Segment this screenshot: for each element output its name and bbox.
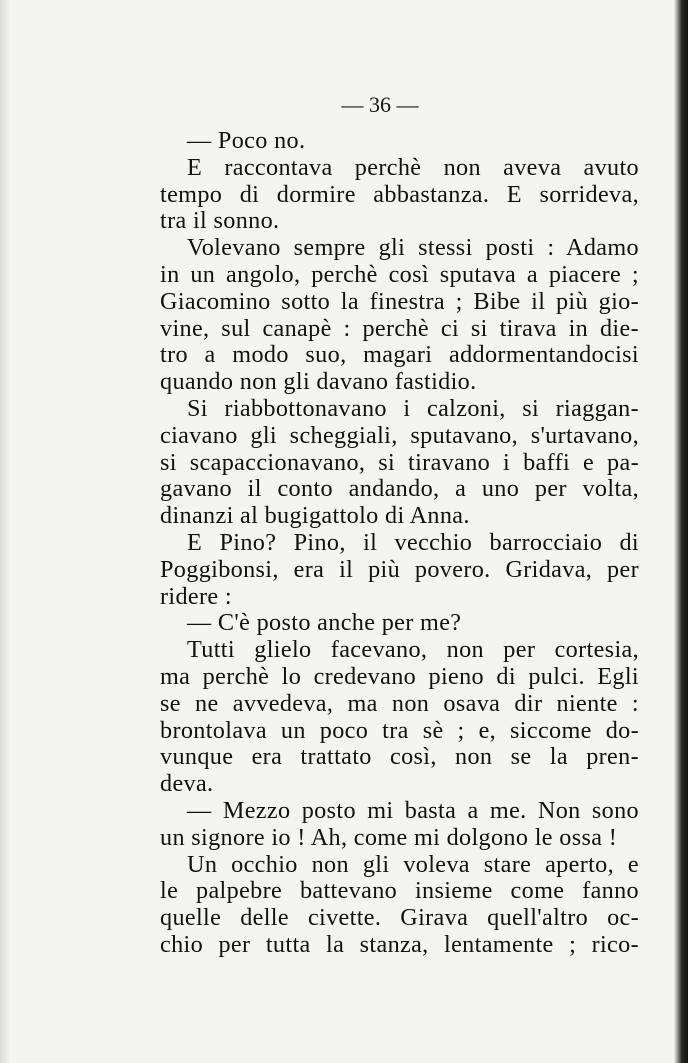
text-line: Tutti glielo facevano, non per cortesia, (187, 636, 639, 664)
text-line: quando non gli davano fastidio. (160, 368, 477, 396)
text-line: ciavano gli scheggiali, sputavano, s'urtavano, (160, 421, 639, 449)
text-line: in un angolo, perchè così sputava a piacere ; (160, 260, 639, 288)
text-line: Un occhio non gli voleva stare aperto, e (187, 850, 639, 878)
text-line: dinanzi al bugigattolo di Anna. (160, 502, 470, 530)
text-line: — Mezzo posto mi basta a me. Non sono (187, 796, 639, 824)
text-line: vunque era trattato così, non se la pren- (160, 743, 639, 771)
text-line: — C'è posto anche per me? (187, 609, 462, 637)
text-line: tempo di dormire abbastanza. E sorrideva, (160, 180, 639, 208)
page-right-binding-shadow (674, 0, 688, 1063)
page-left-shadow (0, 0, 10, 1063)
text-line: un signore io ! Ah, come mi dolgono le ossa ! (160, 823, 618, 851)
text-line: Si riabbottonavano i calzoni, si riaggan- (187, 394, 639, 422)
text-line: le palpebre battevano insieme come fanno (160, 877, 639, 905)
text-line: brontolava un poco tra sè ; e, siccome do- (160, 716, 639, 744)
page-number: — 36 — (341, 92, 419, 117)
text-line: Volevano sempre gli stessi posti : Adamo (187, 234, 639, 262)
text-line: tra il sonno. (160, 207, 280, 235)
text-line: vine, sul canapè : perchè ci si tirava in die- (160, 314, 639, 342)
text-line: Poggibonsi, era il più povero. Gridava, per (160, 555, 639, 583)
text-line: quelle delle civette. Girava quell'altro oc- (160, 904, 639, 932)
text-line: E raccontava perchè non aveva avuto (187, 153, 639, 181)
body-text (160, 128, 639, 959)
text-line: tro a modo suo, magari addormentandocisi (160, 341, 639, 369)
text-line: gavano il conto andando, a uno per volta, (160, 475, 639, 503)
text-line: — Poco no. (187, 127, 306, 154)
text-line: chio per tutta la stanza, lentamente ; rico- (160, 930, 639, 958)
text-line: E Pino? Pino, il vecchio barrocciaio di (187, 528, 639, 556)
text-line: Giacomino sotto la finestra ; Bibe il più gio- (160, 287, 639, 315)
text-line: ridere : (160, 582, 232, 610)
text-line: ma perchè lo credevano pieno di pulci. Egli (160, 662, 639, 690)
text-line: si scapaccionavano, si tiravano i baffi e pa- (160, 448, 639, 476)
text-line: se ne avvedeva, ma non osava dir niente : (160, 689, 639, 717)
text-line: deva. (160, 770, 214, 798)
